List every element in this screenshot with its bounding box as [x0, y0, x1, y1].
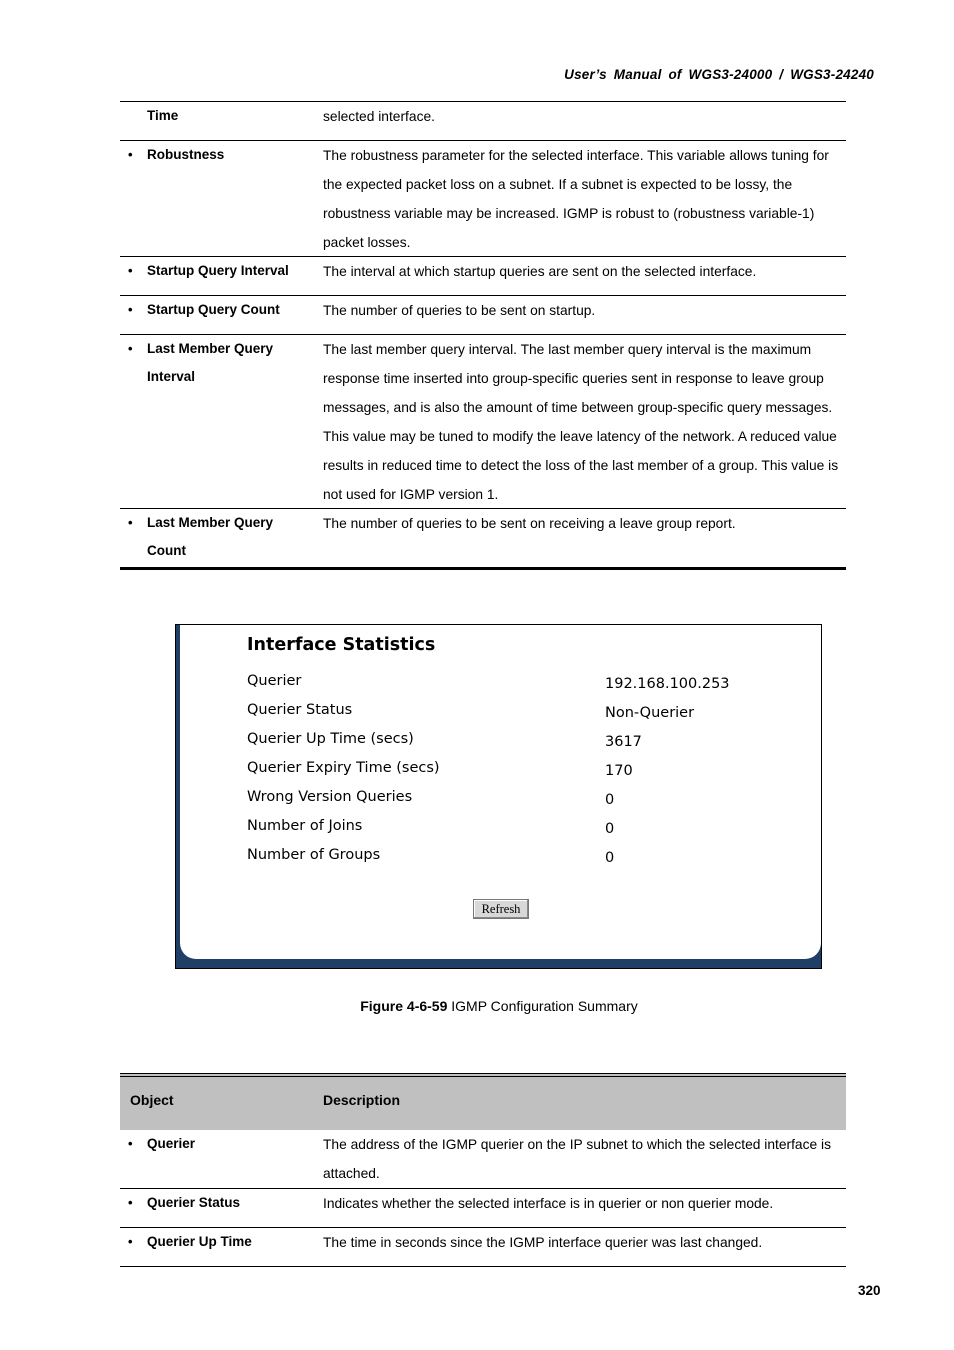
row-object: Startup Query Interval — [147, 263, 289, 278]
row-description: The number of queries to be sent on receiving a leave group report. — [323, 516, 736, 531]
stat-value-number-of-groups: 0 — [605, 850, 615, 866]
stat-value-number-of-joins: 0 — [605, 821, 615, 837]
table-row — [120, 257, 846, 296]
interface-statistics-panel — [180, 625, 821, 959]
table-header — [120, 1073, 846, 1130]
stat-label-querier-expiry-time: Querier Expiry Time (secs) — [247, 760, 440, 776]
table-row — [120, 141, 846, 257]
table-row — [120, 509, 846, 567]
row-bullet: • — [128, 263, 133, 278]
header-object: Object — [130, 1092, 174, 1108]
row-bullet: • — [128, 515, 133, 530]
page-number: 320 — [858, 1283, 881, 1298]
row-description: The interval at which startup queries are sent on the selected interface. — [323, 264, 757, 279]
row-object: Querier Status — [147, 1195, 241, 1210]
stat-label-number-of-groups: Number of Groups — [247, 847, 381, 863]
row-object: Time — [147, 108, 179, 123]
row-bullet: • — [128, 302, 133, 317]
row-description: Indicates whether the selected interface is in querier or non querier mode. — [323, 1196, 774, 1211]
interface-statistics-screenshot — [175, 624, 822, 969]
row-bullet: • — [128, 1136, 133, 1151]
stat-value-querier: 192.168.100.253 — [605, 676, 730, 692]
table-row — [120, 1130, 846, 1189]
refresh-button[interactable]: Refresh — [473, 899, 529, 919]
table-row — [120, 296, 846, 335]
row-object: Querier Up Time — [147, 1234, 252, 1249]
panel-title: Interface Statistics — [247, 635, 436, 655]
figure-caption — [0, 998, 954, 1014]
row-description: selected interface. — [323, 109, 435, 124]
row-description: The last member query interval. The last member query interval is the maximum response time inserted into group-specific queries sent in response to leave group messages, and is also the amount of time between group-specific query messages. This value may be tuned to modify the leave latency of the network. A reduced value results in reduced time to detect the loss of the last member of a group. This value is not used for IGMP version 1. — [323, 342, 839, 502]
row-bullet: • — [128, 341, 133, 356]
figure-title: IGMP Configuration Summary — [447, 998, 638, 1014]
table-row — [120, 1189, 846, 1228]
stat-value-querier-up-time: 3617 — [605, 734, 642, 750]
row-bullet: • — [128, 147, 133, 162]
stat-label-querier-up-time: Querier Up Time (secs) — [247, 731, 414, 747]
row-description: The time in seconds since the IGMP interface querier was last changed. — [323, 1235, 763, 1250]
stat-value-wrong-version-queries: 0 — [605, 792, 615, 808]
row-object: Robustness — [147, 147, 225, 162]
table-bottom-rule — [120, 567, 846, 570]
stat-label-number-of-joins: Number of Joins — [247, 818, 363, 834]
row-object: Last Member Query Count — [147, 515, 274, 558]
row-object: Last Member Query Interval — [147, 341, 274, 384]
stat-label-querier: Querier — [247, 673, 302, 689]
table-row — [120, 1228, 846, 1267]
row-description: The number of queries to be sent on startup. — [323, 303, 596, 318]
table-row — [120, 335, 846, 509]
stat-value-querier-expiry-time: 170 — [605, 763, 633, 779]
page-header-title: User’s Manual of WGS3-24000 / WGS3-24240 — [564, 67, 874, 82]
header-description: Description — [323, 1092, 401, 1108]
stat-label-querier-status: Querier Status — [247, 702, 353, 718]
stat-label-wrong-version-queries: Wrong Version Queries — [247, 789, 413, 805]
table-row — [120, 101, 846, 141]
row-object: Startup Query Count — [147, 302, 280, 317]
stat-value-querier-status: Non-Querier — [605, 705, 695, 721]
row-bullet: • — [128, 1195, 133, 1210]
row-object: Querier — [147, 1136, 196, 1151]
row-bullet: • — [128, 1234, 133, 1249]
row-description: The address of the IGMP querier on the IP subnet to which the selected interface is attached. — [323, 1137, 831, 1181]
row-description: The robustness parameter for the selected interface. This variable allows tuning for the expected packet loss on a subnet. If a subnet is expected to be lossy, the robustness variable may be increased. IGMP is robust to (robustness variable-1) packet losses. — [323, 148, 829, 250]
figure-number: Figure 4-6-59 — [360, 998, 448, 1014]
